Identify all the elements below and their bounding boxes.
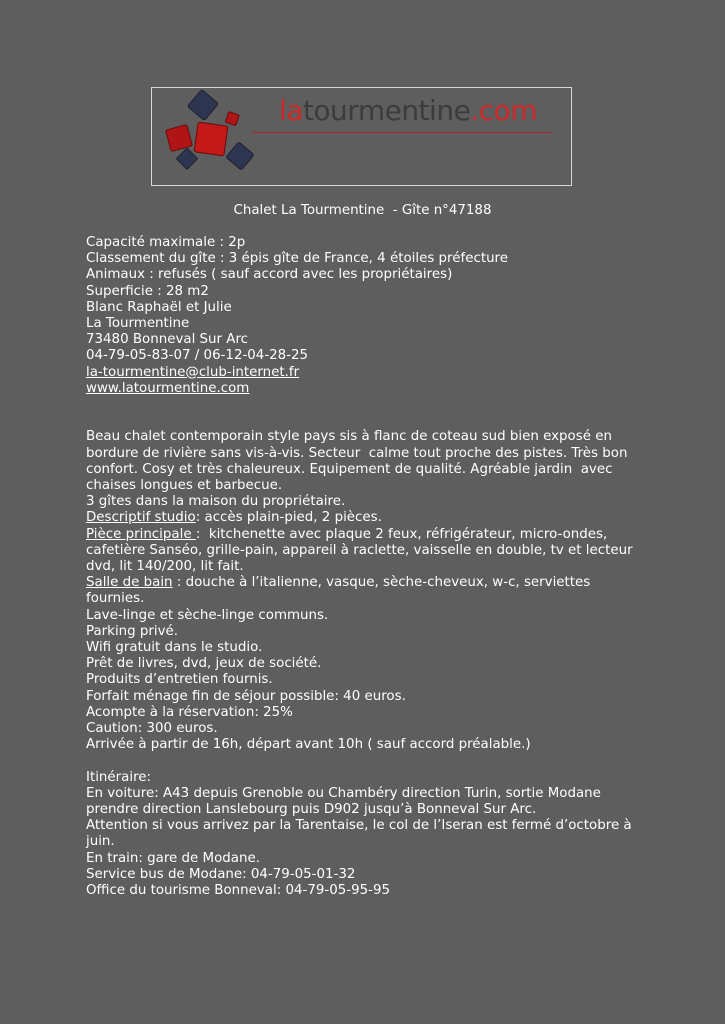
piece-label: Pièce principale [86, 526, 196, 542]
amenity-line: Parking privé. [86, 623, 179, 639]
itinerary-line: En train: gare de Modane. [86, 850, 260, 866]
itinerary-heading: Itinéraire: [86, 769, 152, 785]
itinerary-line: juin. [86, 834, 115, 850]
description-line: Beau chalet contemporain style pays sis à flanc de coteau sud bien exposé en [86, 429, 612, 445]
info-line: 73480 Bonneval Sur Arc [86, 332, 249, 348]
info-line: Classement du gîte : 3 épis gîte de France, 4 étoiles préfecture [86, 251, 509, 267]
piece-line: cafetière Sanséo, grille-pain, appareil à raclette, vaisselle en double, tv et lecteur [86, 542, 633, 558]
info-line: Blanc Raphaël et Julie [86, 299, 232, 315]
amenity-line: Prêt de livres, dvd, jeux de société. [86, 656, 322, 672]
logo-underline [252, 132, 552, 133]
info-line: La Tourmentine [86, 316, 190, 332]
itinerary-line: En voiture: A43 depuis Grenoble ou Chambéry direction Turin, sortie Modane [86, 785, 601, 801]
info-line: Capacité maximale : 2p [86, 235, 246, 250]
description-line: 3 gîtes dans la maison du propriétaire. [86, 494, 346, 510]
bain-line: fournies. [86, 591, 145, 607]
studio-line [86, 510, 646, 526]
main-content [86, 235, 646, 899]
piece-text: : kitchenette avec plaque 2 feux, réfrigérateur, micro-ondes, [195, 526, 608, 542]
bain-line [86, 575, 646, 591]
amenity-line: Forfait ménage fin de séjour possible: 40 euros. [86, 688, 406, 704]
info-line: Superficie : 28 m2 [86, 283, 209, 299]
amenity-line: Lave-linge et sèche-linge communs. [86, 607, 329, 623]
description-line: chaises longues et barbecue. [86, 478, 283, 494]
bain-text: : douche à l’italienne, vasque, sèche-cheveux, w-c, serviettes [172, 575, 591, 591]
website-link[interactable]: www.latourmentine.com [86, 380, 250, 396]
bain-label: Salle de bain [86, 575, 173, 591]
description-line: bordure de rivière sans vis-à-vis. Secteur calme tout proche des pistes. Très bon [86, 445, 628, 461]
description-line: confort. Cosy et très chaleureux. Equipement de qualité. Agréable jardin avec [86, 461, 613, 477]
studio-label: Descriptif studio [86, 510, 196, 526]
email-link[interactable]: la-tourmentine@club-internet.fr [86, 364, 300, 380]
amenity-line: Caution: 300 euros. [86, 721, 218, 737]
amenity-line: Arrivée à partir de 16h, départ avant 10h ( sauf accord préalable.) [86, 737, 531, 753]
itinerary-line: Office du tourisme Bonneval: 04-79-05-95-95 [86, 883, 390, 899]
studio-text: : accès plain-pied, 2 pièces. [195, 510, 382, 526]
amenity-line: Produits d’entretien fournis. [86, 672, 273, 688]
itinerary-line: prendre direction Lanslebourg puis D902 jusqu’à Bonneval Sur Arc. [86, 802, 537, 818]
logo-wordmark: latourmentine.com [279, 94, 537, 127]
amenity-line: Wifi gratuit dans le studio. [86, 640, 263, 656]
itinerary-line: Attention si vous arrivez par la Tarentaise, le col de l’Iseran est fermé d’octobre à [86, 818, 632, 834]
piece-line [86, 527, 646, 543]
amenity-line: Acompte à la réservation: 25% [86, 704, 293, 720]
info-line: 04-79-05-83-07 / 06-12-04-28-25 [86, 348, 309, 364]
logo-banner [151, 87, 572, 186]
itinerary-line: Service bus de Modane: 04-79-05-01-32 [86, 866, 356, 882]
info-line: Animaux : refusés ( sauf accord avec les propriétaires) [86, 267, 453, 283]
page-title: Chalet La Tourmentine - Gîte n°47188 [233, 203, 492, 218]
piece-line: dvd, lit 140/200, lit fait. [86, 559, 244, 575]
